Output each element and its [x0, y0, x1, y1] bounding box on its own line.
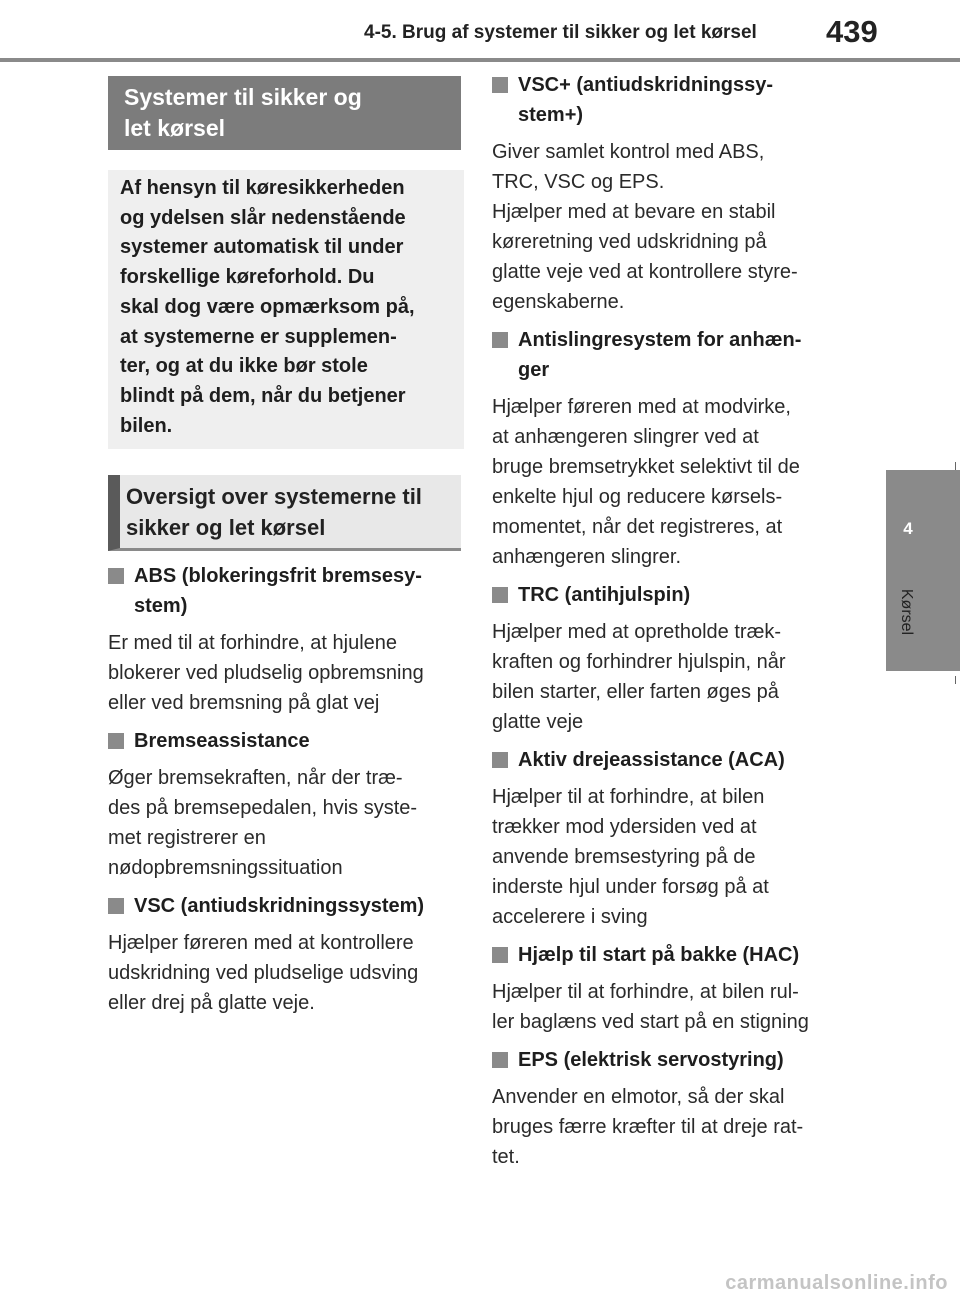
notice-line: skal dog være opmærksom på, — [120, 295, 415, 318]
item-body-line: Hjælper til at forhindre, at bilen rul- — [492, 981, 799, 1003]
system-item-vsc-plus — [492, 70, 842, 317]
left-column — [108, 561, 462, 1026]
item-heading-line: ABS (blokeringsfrit bremsesy- — [134, 565, 422, 587]
item-body-line: trækker mod ydersiden ved at — [492, 816, 757, 838]
square-bullet-icon — [492, 947, 508, 963]
item-body-line: egenskaberne. — [492, 291, 625, 313]
watermark-link[interactable]: carmanualsonline.info — [725, 1272, 948, 1294]
item-body-line: glatte veje — [492, 711, 584, 733]
item-body-line: TRC, VSC og EPS. — [492, 171, 665, 193]
notice-line: at systemerne er supplemen- — [120, 325, 397, 348]
notice-line: blindt på dem, når du betjener — [120, 384, 406, 407]
item-heading-line: Antislingresystem for anhæn- — [518, 329, 802, 351]
item-body-line: bilen starter, eller farten øges på — [492, 681, 779, 703]
subheading-line: sikker og let kørsel — [126, 515, 326, 540]
item-body-line: Hjælper med at bevare en stabil — [492, 201, 776, 223]
item-body — [492, 977, 842, 1037]
square-bullet-icon — [492, 752, 508, 768]
square-bullet-icon — [492, 332, 508, 348]
item-heading — [108, 561, 462, 621]
notice-line: ter, og at du ikke bør stole — [120, 355, 368, 378]
item-body-line: Anvender en elmotor, så der skal — [492, 1086, 785, 1108]
item-body-line: nødopbremsningssituation — [108, 857, 343, 879]
system-item-trailer-sway — [492, 325, 842, 572]
item-body-line: eller ved bremsning på glat vej — [108, 692, 380, 714]
notice-line: og ydelsen slår nedenstående — [120, 206, 406, 229]
item-body-line: køreretning ved udskridning på — [492, 231, 767, 253]
page-number: 439 — [826, 14, 878, 49]
square-bullet-icon — [492, 1052, 508, 1068]
item-body-line: bruges færre kræfter til at dreje rat- — [492, 1116, 804, 1138]
section-title: 4-5. Brug af systemer til sikker og let kørsel — [364, 22, 757, 43]
item-body-line: inderste hjul under forsøg på at — [492, 876, 769, 898]
square-bullet-icon — [492, 77, 508, 93]
item-body-line: blokerer ved pludselig opbremsning — [108, 662, 424, 684]
system-item-eps — [492, 1045, 842, 1172]
item-body-line: tet. — [492, 1146, 520, 1168]
notice-line: bilen. — [120, 414, 173, 437]
item-body-line: at anhængeren slingrer ved at — [492, 426, 759, 448]
notice-box — [108, 170, 464, 449]
item-body — [492, 392, 842, 572]
square-bullet-icon — [108, 733, 124, 749]
tab-marker-bottom — [955, 676, 956, 684]
item-body-line: Hjælper til at forhindre, at bilen — [492, 786, 765, 808]
system-item-aca — [492, 745, 842, 932]
item-heading — [108, 726, 462, 756]
item-body-line: des på bremsepedalen, hvis syste- — [108, 797, 418, 819]
item-heading-line: stem+) — [518, 104, 584, 126]
right-column — [492, 70, 842, 1180]
subheading-box — [108, 475, 461, 551]
item-body-line: enkelte hjul og reducere kørsels- — [492, 486, 783, 508]
item-body-line: udskridning ved pludselige udsving — [108, 962, 419, 984]
tab-marker-top — [955, 462, 956, 470]
item-body-line: Hjælper føreren med at kontrollere — [108, 932, 414, 954]
item-heading — [492, 745, 842, 775]
item-heading — [492, 70, 842, 130]
section-heading-line: Systemer til sikker og — [124, 84, 362, 110]
item-heading-line: Aktiv drejeassistance (ACA) — [518, 749, 785, 771]
system-item-brake-assist — [108, 726, 462, 883]
item-heading-line: VSC+ (antiudskridningssy- — [518, 74, 774, 96]
item-heading-line: EPS (elektrisk servostyring) — [518, 1049, 784, 1071]
notice-line: Af hensyn til køresikkerheden — [120, 177, 405, 199]
system-item-vsc — [108, 891, 462, 1018]
square-bullet-icon — [108, 568, 124, 584]
item-body-line: momentet, når det registreres, at — [492, 516, 783, 538]
section-heading-box — [108, 76, 461, 150]
system-item-abs — [108, 561, 462, 718]
item-body-line: bruge bremsetrykket selektivt til de — [492, 456, 800, 478]
item-heading — [108, 891, 462, 921]
item-body-line: ler baglæns ved start på en stigning — [492, 1011, 809, 1033]
chapter-tab-number: 4 — [903, 519, 913, 538]
item-body-line: anhængeren slingrer. — [492, 546, 682, 568]
subheading-line: Oversigt over systemerne til — [126, 484, 422, 509]
chapter-tab-label: Kørsel — [898, 588, 915, 636]
item-body — [492, 617, 842, 737]
item-body — [492, 1082, 842, 1172]
item-body-line: accelerere i sving — [492, 906, 648, 928]
chapter-tab — [886, 470, 960, 671]
item-heading — [492, 580, 842, 610]
item-body-line: Hjælper med at opretholde træk- — [492, 621, 782, 643]
item-body-line: Giver samlet kontrol med ABS, — [492, 141, 765, 163]
item-body-line: Er med til at forhindre, at hjulene — [108, 632, 398, 654]
square-bullet-icon — [492, 587, 508, 603]
item-heading-line: ger — [518, 359, 550, 381]
item-heading — [492, 325, 842, 385]
item-body — [108, 628, 462, 718]
item-body — [492, 137, 842, 317]
item-heading-line: stem) — [134, 595, 188, 617]
item-body-line: kraften og forhindrer hjulspin, når — [492, 651, 786, 673]
system-item-trc — [492, 580, 842, 737]
item-body-line: Hjælper føreren med at modvirke, — [492, 396, 791, 418]
item-body — [492, 782, 842, 932]
item-heading — [492, 1045, 842, 1075]
notice-line: systemer automatisk til under — [120, 236, 404, 259]
system-item-hac — [492, 940, 842, 1037]
square-bullet-icon — [108, 898, 124, 914]
item-body — [108, 763, 462, 883]
notice-line: forskellige køreforhold. Du — [120, 266, 375, 289]
item-body-line: Øger bremsekraften, når der træ- — [108, 767, 403, 789]
item-heading-line: Bremseassistance — [134, 730, 310, 752]
section-heading-line: let kørsel — [124, 115, 225, 141]
item-heading — [492, 940, 842, 970]
item-body-line: glatte veje ved at kontrollere styre- — [492, 261, 798, 283]
header-divider — [0, 58, 960, 62]
item-heading-line: Hjælp til start på bakke (HAC) — [518, 944, 800, 966]
item-body-line: met registrerer en — [108, 827, 266, 849]
item-body-line: anvende bremsestyring på de — [492, 846, 756, 868]
item-body-line: eller drej på glatte veje. — [108, 992, 315, 1014]
item-body — [108, 928, 462, 1018]
item-heading-line: VSC (antiudskridningssystem) — [134, 895, 425, 917]
item-heading-line: TRC (antihjulspin) — [518, 584, 691, 606]
